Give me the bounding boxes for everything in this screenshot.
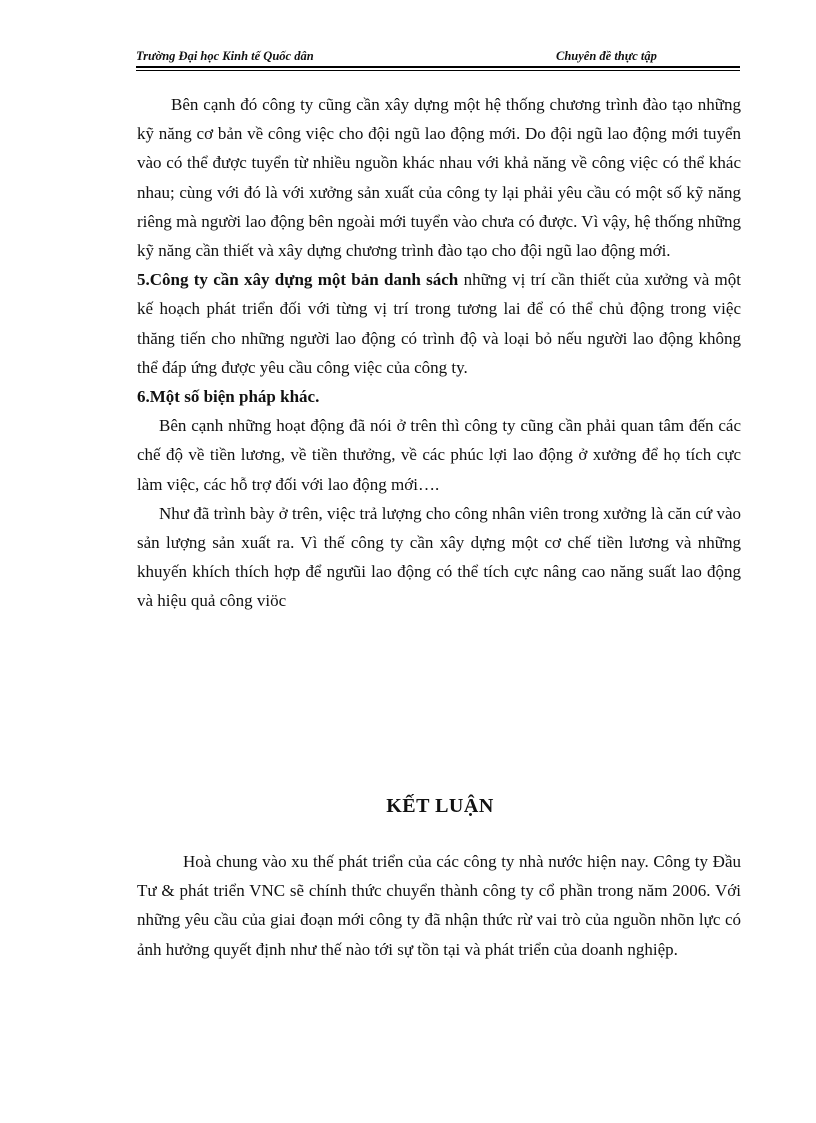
paragraph-position-list (137, 265, 741, 382)
heading-other-measures: 6.Một số biện pháp khác. (137, 387, 320, 407)
conclusion-section (137, 847, 741, 964)
paragraph-position-list-text: những vị trí cần thiết của xưởng và một kế hoạch phát triển đối với từng vị trí trong tương lai để có thể chủ động trong việc thăng tiến cho những người lao động có trình độ và loại bỏ nếu người lao động không thể đáp ứng được yêu cầu công việc của công ty. (137, 270, 742, 377)
header-document-type: Chuyên đề thực tập (556, 49, 657, 63)
paragraph-wages: Như đã trình bày ở trên, việc trả lượng cho công nhân viên trong xưởng là căn cứ vào sản lượng sản xuất ra. Vì thế công ty cần xây dựng một cơ chế tiền lương và những khuyến khích thích hợp để ngưũi lao động có thể tích cực nâng cao năng suất lao động và hiệu quả công viöc (137, 503, 741, 611)
heading-position-list: 5.Công ty cần xây dựng một bản danh sách (137, 270, 459, 290)
header-university: Trường Đại học Kinh tế Quốc dân (136, 49, 314, 63)
main-body (137, 90, 741, 616)
header-rule-thin (136, 70, 740, 71)
conclusion-paragraph: Hoà chung vào xu thế phát triển của các công ty nhà nước hiện nay. Công ty Đầu Tư & phát triển VNC sẽ chính thức chuyển thành công ty cổ phần trong năm 2006. Với những yêu cầu của giai đoạn mới công ty đã nhận thức rừ vai trò của nguồn nhõn lực có ảnh hưởng quyết định như thế nào tới sự tồn tại và phát triển của doanh nghiệp. (137, 852, 741, 959)
page-header (136, 49, 740, 71)
paragraph-benefits: Bên cạnh những hoạt động đã nói ở trên thì công ty cũng cần phải quan tâm đến các chế độ về tiền lương, về tiền thưởng, về các phúc lợi lao động ở xưởng để họ tích cực làm việc, các hỗ trợ đối với lao động mới…. (137, 416, 741, 494)
conclusion-title: KẾT LUẬN (386, 795, 494, 817)
header-rule-thick (136, 66, 740, 68)
paragraph-training-program: Bên cạnh đó công ty cũng cần xây dựng một hệ thống chương trình đào tạo những kỹ năng cơ bản về công việc cho đội ngũ lao động mới. Do đội ngũ lao động mới tuyển vào có thể được tuyển từ nhiều nguồn khác nhau với khả năng về công việc có thể khác nhau; cùng với đó là với xưởng sản xuất của công ty lại phải yêu cầu có một số kỹ năng riêng mà người lao động bên ngoài mới tuyển vào chưa có được. Vì vậy, hệ thống những kỹ năng cần thiết và xây dựng chương trình đào tạo cho đội ngũ lao động mới. (137, 95, 741, 261)
